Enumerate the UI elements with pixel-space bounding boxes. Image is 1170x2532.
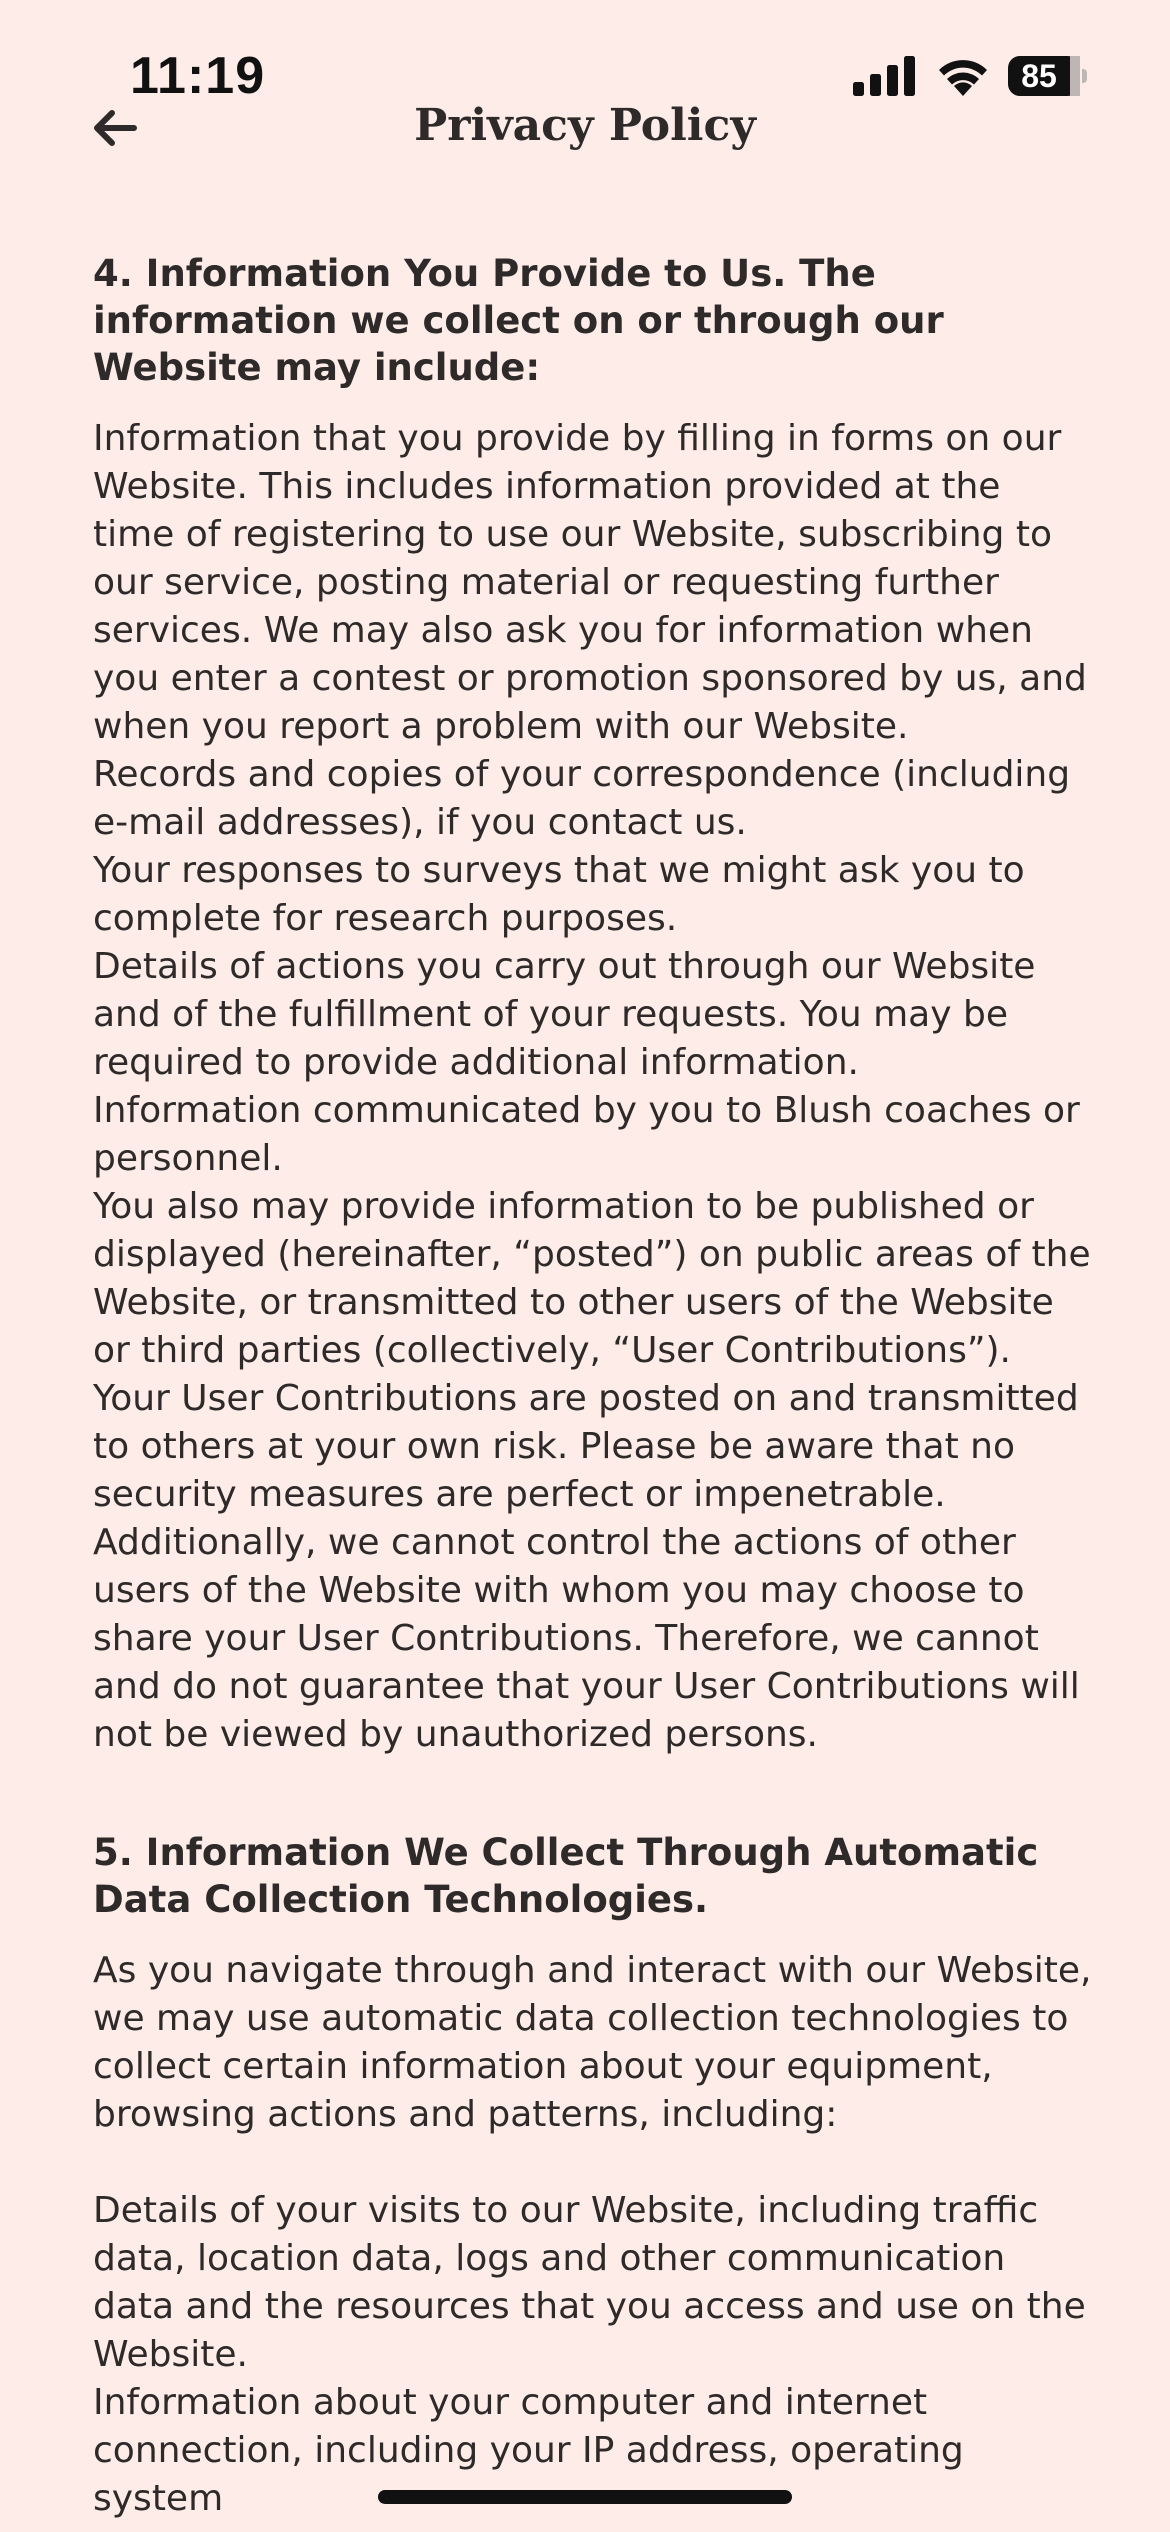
paragraph: Information that you provide by filling in forms on our Website. This includes information provided at the time of registering to use our Website, subscribing to our service, posting material or requesting further services. We may also ask you for information when you enter a contest or promotion sponsored by us, and when you report a problem with our Website. (93, 418, 1087, 747)
paragraph: Information about your computer and internet connection, including your IP address, operating system (93, 2382, 964, 2519)
paragraph-spacer (93, 2139, 1093, 2187)
navigation-bar (0, 90, 1170, 160)
home-indicator[interactable] (378, 2490, 792, 2504)
battery-cap (1082, 69, 1087, 83)
page-title: Privacy Policy (414, 100, 756, 151)
section-body (93, 415, 1093, 1759)
section-4 (93, 250, 1093, 1759)
section-body (93, 1947, 1093, 2523)
paragraph: You also may provide information to be published or displayed (hereinafter, “posted”) on public areas of the Website, or transmitted to other users of the Website or third parties (collectively, “User Contributions”). Your User Contributions are posted on and transmitted to others at your own risk. Please be aware that no security measures are perfect or impenetrable. Additionally, we cannot control the actions of other users of the Website with whom you may choose to share your User Contributions. Therefore, we cannot and do not guarantee that your User Contributions will not be viewed by unauthorized persons. (93, 1186, 1091, 1755)
section-spacer (93, 1759, 1093, 1829)
policy-content (93, 250, 1093, 2523)
paragraph: Details of actions you carry out through our Website and of the fulfillment of your requests. You may be required to provide additional information. (93, 946, 1036, 1083)
paragraph: Records and copies of your correspondence (including e-mail addresses), if you contact us. (93, 754, 1071, 843)
paragraph: Details of your visits to our Website, including traffic data, location data, logs and other communication data and the resources that you access and use on the Website. (93, 2190, 1086, 2375)
paragraph: Information communicated by you to Blush coaches or personnel. (93, 1090, 1080, 1179)
paragraph: Your responses to surveys that we might ask you to complete for research purposes. (93, 850, 1025, 939)
section-heading: 5. Information We Collect Through Automatic Data Collection Technologies. (93, 1831, 1039, 1921)
paragraph: As you navigate through and interact with our Website, we may use automatic data collection technologies to collect certain information about your equipment, browsing actions and patterns, including: (93, 1950, 1092, 2135)
section-5 (93, 1829, 1093, 2523)
section-heading: 4. Information You Provide to Us. The information we collect on or through our Website may include: (93, 252, 944, 389)
status-time: 11:19 (130, 47, 266, 105)
battery-level: 85 (1021, 58, 1057, 94)
